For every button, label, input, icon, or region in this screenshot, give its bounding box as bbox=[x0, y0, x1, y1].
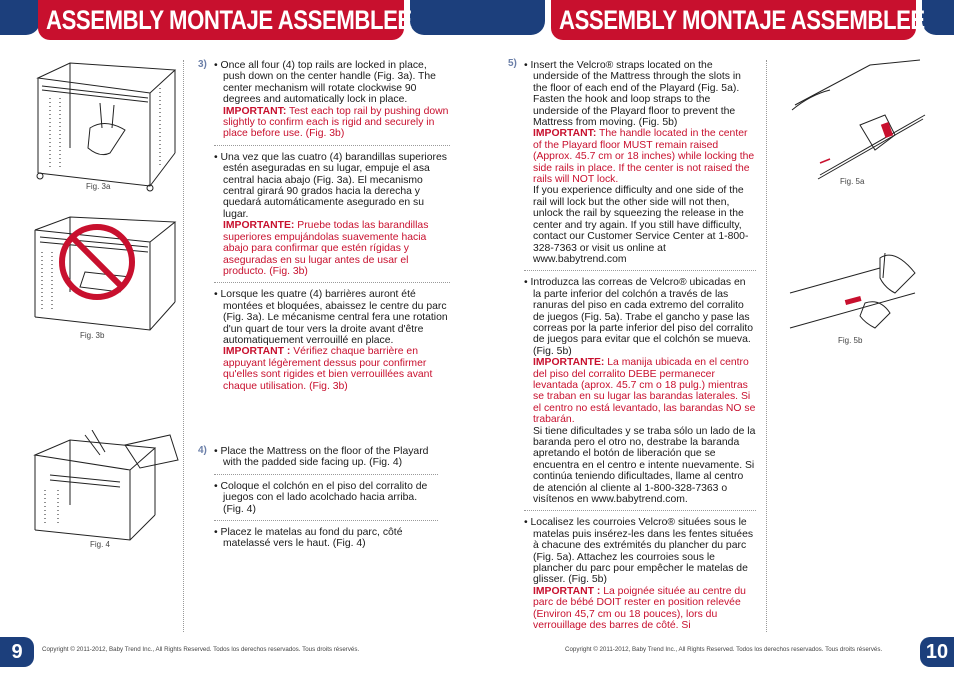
step-5-es: • Introduzca las correas de Velcro® ubicadas en la parte inferior del colchón a través de las ranuras del piso en cada extremo del corralito de juegos (Fig. 5a). Trabe el gancho y pase las correas por la parte inferior del piso del corralito de juegos para evitar que el colchón se mueva. (Fig. 5b) bbox=[524, 277, 754, 357]
step-number: 3) bbox=[198, 59, 207, 70]
figure-caption: Fig. 5a bbox=[840, 177, 865, 186]
help-text: Si tiene dificultades y se traba sólo un lado de la baranda pero el otro no, destrabe la baranda apretando el botón de liberación que se encuentra en el centro e intente nuevamente. Si continúa teniendo dificultades, llame al centro de atención al cliente al 1-800-328-7363 o visítenos en www.babytrend.com. bbox=[533, 425, 756, 506]
important-text: Pruebe todas las barandillas superiores empujándolas suavemente hacia abajo para confirmar que estén rígidas y aseguradas en su lugar antes de usar el producto. (Fig. 3b) bbox=[223, 220, 429, 277]
figure-caption: Fig. 5b bbox=[838, 336, 863, 345]
separator bbox=[524, 510, 756, 511]
step-3-es: • Una vez que las cuatro (4) barandillas superiores estén aseguradas en su lugar, empuje el asa central hacia abajo (Fig. 3a). El mecanismo central girará 90 grados hacia la derecha y quedará automáticamente asegurado en su lugar. bbox=[214, 151, 447, 220]
important-text: Vérifiez chaque barrière en appuyant légèrement dessus pour confirmer qu'elles sont rigides et bien verrouillées avant chaque utilisation. (Fig. 3b) bbox=[223, 346, 433, 392]
important-text: Test each top rail by pushing down slightly to confirm each is rigid and securely in place before use. (Fig. 3b) bbox=[223, 105, 449, 140]
separator bbox=[524, 270, 756, 271]
help-text: If you experience difficulty and one side of the rail will lock but the other side will not then, unlock the rail by squeezing the release in the center and try again. If you still have difficulty, contact our Customer Service Center at 1-800-328-7363 or visit us online at www.babytrend.com bbox=[533, 185, 749, 265]
important-text: La manija ubicada en el centro del piso del corralito DEBE permanecer levantada (aprox. 45.7 cm o 18 pulg.) mientras se traban en su lugar las barandas laterales. Si el centro no está levantado, las barandas NO se trabarán. bbox=[533, 357, 756, 426]
important-label: IMPORTANTE: bbox=[533, 357, 605, 369]
playard-illustration bbox=[30, 212, 180, 337]
important-label: IMPORTANTE: bbox=[223, 220, 295, 232]
important-label: IMPORTANT : bbox=[223, 346, 291, 358]
step-4-text bbox=[214, 446, 438, 550]
step-3-fr: • Lorsque les quatre (4) barrières auront été montées et bloquées, abaissez le centre du parc (Fig. 3a). Le mécanisme central fera une rotation d'un quart de tour vers la droite avant d'être automatiquement verrouillé en place. bbox=[214, 289, 448, 346]
copyright-text: Copyright © 2011-2012, Baby Trend Inc., All Rights Reserved. Todos los derechos reservados. Tous droits réservés. bbox=[565, 646, 883, 653]
important-label: IMPORTANT: bbox=[533, 128, 597, 140]
figure-caption: Fig. 3b bbox=[80, 331, 105, 340]
step-5-text bbox=[524, 60, 756, 632]
page-header: ASSEMBLY MONTAJE ASSEMBLEE bbox=[38, 0, 404, 40]
column-divider bbox=[183, 60, 184, 632]
playard-illustration bbox=[30, 58, 180, 193]
important-label: IMPORTANT: bbox=[223, 105, 287, 117]
step-4-fr: • Placez le matelas au fond du parc, côté matelassé vers le haut. (Fig. 4) bbox=[214, 527, 403, 550]
step-3-text bbox=[214, 60, 450, 392]
column-divider bbox=[766, 60, 767, 632]
separator bbox=[214, 474, 438, 475]
important-label: IMPORTANT : bbox=[533, 585, 601, 597]
page-number: 9 bbox=[0, 637, 34, 667]
step-5-en: • Insert the Velcro® straps located on the underside of the Mattress through the slots in the floor of each end of the Playard (Fig. 5a). Fasten the hook and loop straps to the underside of the Playard floor to prevent the Mattress from moving. (Fig. 5b) bbox=[524, 60, 741, 129]
step-3-en: • Once all four (4) top rails are locked in place, push down on the center handle (Fig. 3a). The center mechanism will rotate clockwise 90 degrees and automatically lock in place. bbox=[214, 60, 436, 106]
copyright-text: Copyright © 2011-2012, Baby Trend Inc., All Rights Reserved. Todos los derechos reservados. Tous droits réservés. bbox=[42, 646, 360, 653]
center-tab bbox=[410, 0, 545, 35]
velcro-strap-illustration bbox=[790, 55, 930, 180]
step-5-fr: • Localisez les courroies Velcro® situées sous le matelas puis insérez-les dans les fentes situées à chacune des extrémités du plancher du parc (Fig. 5a). Attachez les courroies sous le plancher du parc pour empêcher le matelas de glisser. (Fig. 5b) bbox=[524, 517, 754, 586]
separator bbox=[214, 520, 438, 521]
step-number: 4) bbox=[198, 445, 207, 456]
step-4-es: • Coloque el colchón en el piso del corralito de juegos con el lado acolchado hacia arriba. (Fig. 4) bbox=[214, 480, 428, 515]
figure-caption: Fig. 3a bbox=[86, 182, 111, 191]
velcro-strap-illustration bbox=[785, 248, 925, 343]
figure-caption: Fig. 4 bbox=[90, 540, 111, 549]
separator bbox=[214, 145, 450, 146]
important-text: The handle located in the center of the Playard floor MUST remain raised (Approx. 45.7 cm or 18 inches) while locking the side rails in place. If the center is not raised the rails will NOT lock. bbox=[533, 128, 755, 186]
corner-tab bbox=[922, 0, 954, 35]
page-number: 10 bbox=[920, 637, 954, 667]
playard-illustration bbox=[30, 430, 180, 545]
corner-tab bbox=[0, 0, 40, 35]
important-text: La poignée située au centre du parc de bébé DOIT rester en position relevée (Environ 45,7 cm ou 18 pouces), lors du verrouillage des barres de côté. Si bbox=[533, 585, 746, 632]
step-4-en: • Place the Mattress on the floor of the Playard with the padded side facing up. (Fig. 4) bbox=[214, 446, 429, 469]
page-header: ASSEMBLY MONTAJE ASSEMBLEE bbox=[551, 0, 916, 40]
step-number: 5) bbox=[508, 58, 517, 69]
separator bbox=[214, 282, 450, 283]
